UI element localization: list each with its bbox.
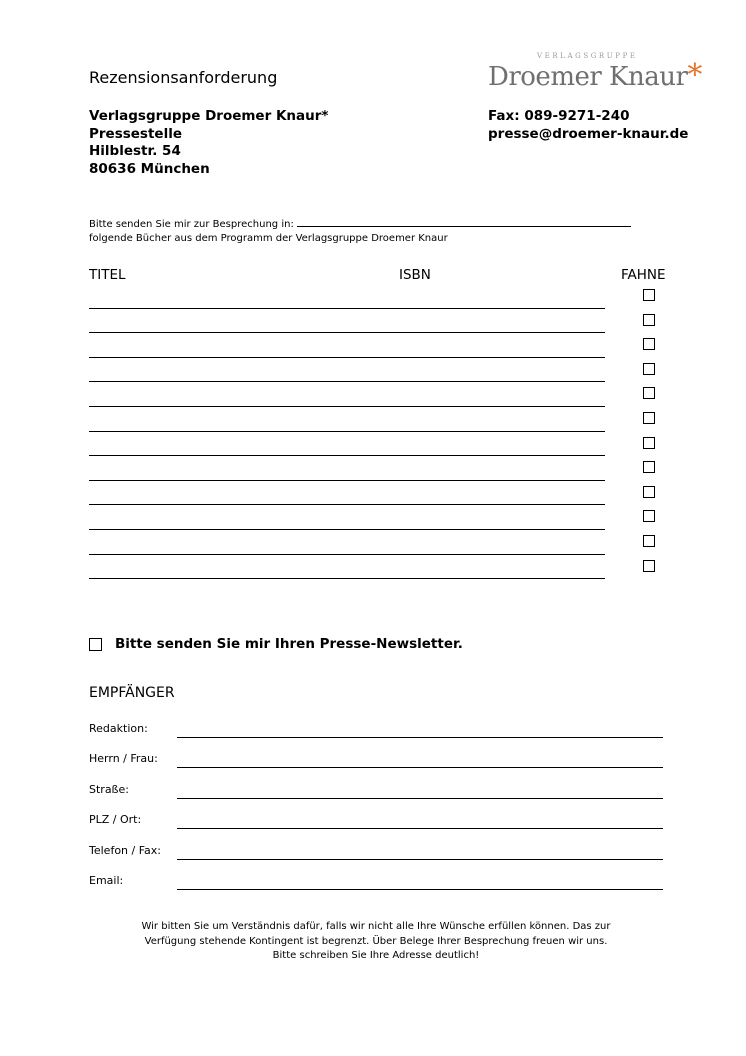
book-row	[89, 284, 659, 309]
field-input-line[interactable]	[177, 737, 663, 738]
footer-line: Bitte schreiben Sie Ihre Adresse deutlich!	[272, 950, 480, 961]
request-line-1: Bitte senden Sie mir zur Besprechung in:	[89, 219, 294, 230]
field-label: Telefon / Fax:	[89, 843, 161, 857]
footer-line: Wir bitten Sie um Verständnis dafür, falls wir nicht alle Ihre Wünsche erfüllen können. Das zur	[141, 921, 611, 932]
book-row	[89, 407, 659, 432]
recipient-field	[89, 811, 663, 831]
galley-checkbox[interactable]	[643, 412, 655, 424]
field-label: PLZ / Ort:	[89, 813, 142, 827]
galley-checkbox[interactable]	[643, 387, 655, 399]
galley-checkbox[interactable]	[643, 289, 655, 301]
field-label: Email:	[89, 874, 124, 887]
column-isbn: ISBN	[399, 267, 431, 283]
recipient-field	[89, 720, 663, 740]
field-label: Straße:	[89, 782, 129, 796]
galley-checkbox[interactable]	[643, 560, 655, 572]
request-text	[89, 218, 631, 246]
book-row	[89, 382, 659, 407]
galley-checkbox[interactable]	[643, 535, 655, 547]
recipient-field	[89, 750, 663, 770]
recipient-field	[89, 842, 663, 862]
logo-star-icon: *	[687, 58, 702, 93]
book-row	[89, 456, 659, 481]
field-input-line[interactable]	[177, 767, 663, 768]
field-label: Herrn / Frau:	[89, 752, 158, 766]
newsletter-label: Bitte senden Sie mir Ihren Presse-Newsletter.	[115, 636, 463, 652]
address-line: Verlagsgruppe Droemer Knaur*	[89, 108, 329, 124]
publication-input-line[interactable]	[297, 218, 631, 227]
fax-number: Fax: 089-9271-240	[488, 108, 630, 124]
field-input-line[interactable]	[177, 828, 663, 829]
book-row	[89, 530, 659, 555]
footer-line: Verfügung stehende Kontingent ist begrenzt. Über Belege Ihrer Besprechung freuen wir uns.	[144, 935, 608, 947]
field-input-line[interactable]	[177, 798, 663, 799]
galley-checkbox[interactable]	[643, 314, 655, 326]
publisher-address	[89, 108, 328, 178]
book-row	[89, 333, 659, 358]
galley-checkbox[interactable]	[643, 363, 655, 375]
address-line: Hilblestr. 54	[89, 143, 181, 159]
galley-checkbox[interactable]	[643, 338, 655, 350]
recipient-field	[89, 781, 663, 801]
logo-tagline: VERLAGSGRUPPE	[537, 52, 638, 60]
book-row	[89, 555, 659, 580]
recipient-heading: EMPFÄNGER	[89, 685, 175, 701]
email-address: presse@droemer-knaur.de	[488, 125, 689, 142]
field-label: Redaktion:	[89, 722, 148, 735]
book-row	[89, 309, 659, 334]
book-row	[89, 505, 659, 530]
column-title: TITEL	[89, 267, 126, 283]
newsletter-checkbox[interactable]	[89, 638, 102, 651]
galley-checkbox[interactable]	[643, 461, 655, 473]
galley-checkbox[interactable]	[643, 437, 655, 449]
contact-info	[488, 108, 688, 143]
address-line: Pressestelle	[89, 125, 182, 142]
book-row	[89, 358, 659, 383]
address-line: 80636 München	[89, 160, 210, 177]
galley-checkbox[interactable]	[643, 510, 655, 522]
publisher-logo	[488, 58, 702, 93]
book-row	[89, 432, 659, 457]
title-isbn-line[interactable]	[89, 578, 605, 579]
recipient-field	[89, 872, 663, 892]
footer-note	[89, 920, 663, 964]
request-line-2: folgende Bücher aus dem Programm der Verlagsgruppe Droemer Knaur	[89, 233, 448, 244]
logo-name: Droemer Knaur	[488, 62, 688, 92]
book-row	[89, 481, 659, 506]
page-title: Rezensionsanforderung	[89, 68, 278, 87]
column-galley: FAHNE	[621, 267, 666, 283]
galley-checkbox[interactable]	[643, 486, 655, 498]
field-input-line[interactable]	[177, 889, 663, 890]
newsletter-option[interactable]	[89, 636, 463, 652]
field-input-line[interactable]	[177, 859, 663, 860]
